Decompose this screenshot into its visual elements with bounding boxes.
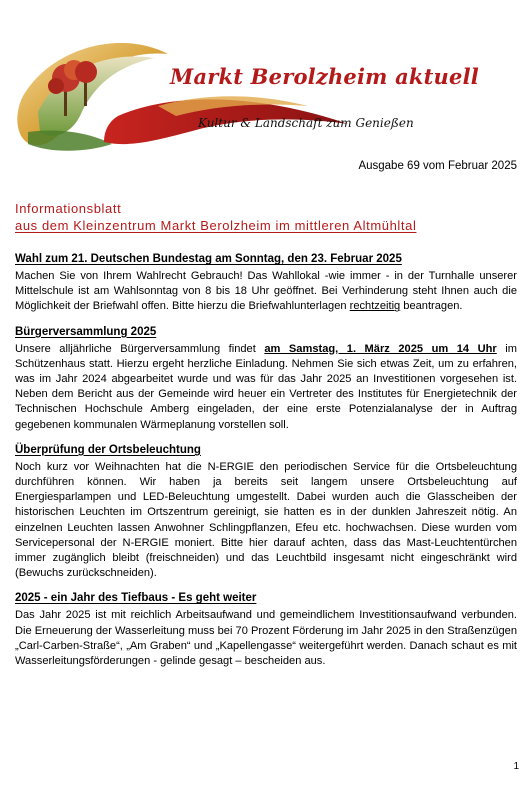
wahl-text-end: beantragen. (400, 300, 463, 313)
logo-title: Markt Berolzheim aktuell (170, 64, 479, 89)
section-text-buergerversammlung (15, 342, 517, 433)
buerger-date: am Samstag, 1. März 2025 um 14 Uhr (264, 342, 497, 355)
issue-label: Ausgabe 69 vom Februar 2025 (358, 160, 517, 172)
info-heading (15, 200, 520, 234)
buerger-text-1: Unsere alljährliche Bürgerversammlung findet (15, 342, 265, 355)
info-line-1: Informationsblatt (15, 201, 122, 216)
buerger-text-end: im Schützenhaus statt. Hierzu ergeht herzliche Einladung. Nehmen Sie sich etwas Zeit, um zu erfahren, was im Jahr 2024 abgearbeitet wurde und was für das Jahr 2025 an Investitionen vorgesehen ist. Neben dem Bericht aus der Gemeinde wird heuer ein Vertreter des Institutes für Energietechnik der Technischen Hochschule Amberg eingeladen, der eine erste Potenzialanalyse der in Auftrag gegebenen kommunalen Wärmeplanung vorstellen soll. (15, 342, 517, 431)
logo-swoosh-image (8, 20, 428, 170)
content (15, 252, 517, 679)
section-title-buergerversammlung: Bürgerversammlung 2025 (15, 325, 157, 338)
section-title-tiefbau: 2025 - ein Jahr des Tiefbaus - Es geht weiter (15, 592, 257, 605)
section-tiefbau (15, 591, 517, 669)
info-line-2: aus dem Kleinzentrum Markt Berolzheim im mittleren Altmühltal (15, 218, 417, 233)
wahl-text-1: Machen Sie von Ihrem Wahlrecht Gebrauch! Das Wahllokal -wie immer - in der Turnhalle unserer Mittelschule ist am Wahlsonntag von 8 bis 18 Uhr geöffnet. Bei Verhinderung steht Ihnen auch die Möglichkeit der Briefwahl offen. Bitte hierzu die Briefwahlunterlagen (15, 270, 517, 313)
section-title-wahl: Wahl zum 21. Deutschen Bundestag am Sonntag, den 23. Februar 2025 (15, 253, 402, 265)
logo-subtitle: Kultur & Landschaft zum Genießen (198, 116, 414, 130)
section-title-ortsbeleuchtung: Überprüfung der Ortsbeleuchtung (15, 443, 201, 456)
page-number: 1 (513, 761, 519, 772)
section-text-tiefbau: Das Jahr 2025 ist mit reichlich Arbeitsaufwand und gemeindlichem Investitionsaufwand verbunden. Die Erneuerung der Wasserleitung muss bei 70 Prozent Förderung im Jahr 2025 in den Straßenzügen „Carl-Carben-Straße“, „Am Graben“ und „Kapellengasse“ weitergeführt werden. Danach schaut es mit Wasserleitungsförderungen - gelinde gesagt – bescheiden aus. (15, 609, 517, 668)
section-text-ortsbeleuchtung: Noch kurz vor Weihnachten hat die N-ERGIE den periodischen Service für die Ortsbeleuchtung durchführen können. Wir haben ja bereits seit langem unsere Ortsbeleuchtung auf Energiesparlampen und LED-Beleuchtung umgestellt. Dabei wurden auch die Glasscheiben der historischen Leuchten im Ortszentrum gereinigt, sie hatten es in der dunklen Jahreszeit nötig. An einzelnen Leuchten lassen Anwohner Schlingpflanzen, Efeu etc. hochwachsen. Diese wurden vom Servicepersonal der N-ERGIE moniert. Bitte hier darauf achten, dass das Mast-Leuchtentürchen immer zugänglich bleibt (freischneiden) und das Leuchtbild insgesamt nicht eingeschränkt wird (Bewuchs zurückschneiden). (15, 460, 517, 580)
section-text-wahl (15, 269, 517, 315)
wahl-text-underlined: rechtzeitig (349, 300, 401, 313)
section-ortsbeleuchtung (15, 443, 517, 582)
section-wahl (15, 252, 517, 315)
section-buergerversammlung (15, 325, 517, 433)
